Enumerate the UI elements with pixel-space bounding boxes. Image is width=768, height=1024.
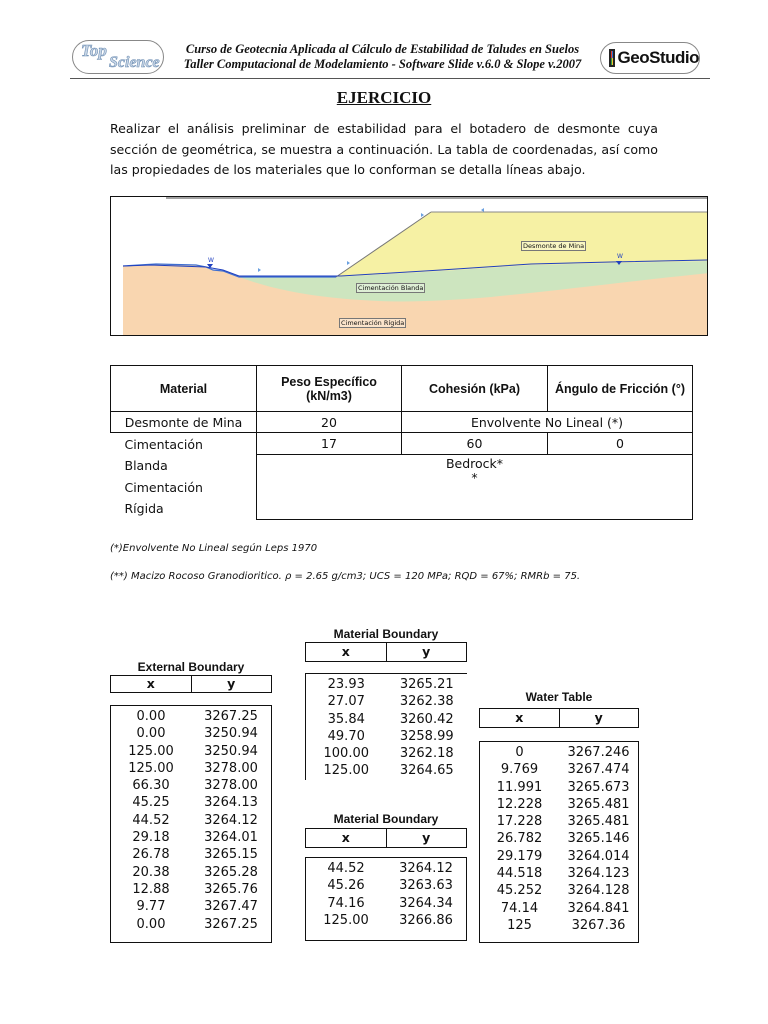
cell-y: 3265.673 bbox=[567, 779, 630, 795]
table-row bbox=[306, 860, 466, 877]
cell-y: 3266.86 bbox=[399, 912, 453, 928]
material-boundary-2-caption: Material Boundary bbox=[333, 812, 439, 826]
table-row bbox=[480, 744, 638, 761]
table-row bbox=[480, 900, 638, 917]
cell-y: 3265.28 bbox=[204, 864, 258, 880]
col-x: x bbox=[515, 710, 524, 725]
cell-x: 44.518 bbox=[496, 866, 543, 882]
table-row bbox=[111, 760, 271, 777]
header-material: Material bbox=[111, 366, 257, 412]
properties-header-row bbox=[111, 366, 693, 412]
cell-y: 3264.014 bbox=[567, 848, 630, 864]
external-boundary-header bbox=[110, 675, 272, 693]
envolvente-value: Envolvente No Lineal (*) bbox=[402, 412, 693, 433]
table-row bbox=[306, 877, 466, 894]
cell-y: 3265.481 bbox=[567, 796, 630, 812]
header-friccion: Ángulo de Fricción (°) bbox=[548, 366, 693, 412]
cell-y: 3267.474 bbox=[567, 762, 630, 778]
cell-x: 66.30 bbox=[132, 778, 170, 794]
geostudio-logo-text: GeoStudio bbox=[617, 48, 699, 67]
col-y: y bbox=[559, 709, 639, 727]
table-row bbox=[111, 743, 271, 760]
cell-y: 3278.00 bbox=[204, 778, 258, 794]
cell-y: 3265.146 bbox=[567, 831, 630, 847]
label-cimentacion-blanda: Cimentación Blanda bbox=[358, 284, 424, 292]
col-x: x bbox=[146, 676, 155, 691]
table-row bbox=[480, 813, 638, 830]
external-boundary-body bbox=[110, 705, 272, 943]
friccion-value: 0 bbox=[548, 433, 693, 455]
table-row bbox=[111, 829, 271, 846]
water-table-body bbox=[479, 741, 639, 943]
cell-y: 3263.63 bbox=[399, 878, 453, 894]
row-desmonte bbox=[111, 412, 693, 433]
note-envolvente: (*)Envolvente No Lineal según Leps 1970 bbox=[110, 543, 318, 554]
cell-x: 44.52 bbox=[132, 812, 170, 828]
material-properties-table bbox=[110, 365, 693, 520]
cell-x: 9.77 bbox=[136, 899, 166, 915]
table-row bbox=[111, 812, 271, 829]
table-row bbox=[306, 912, 466, 929]
cell-x: 12.228 bbox=[496, 796, 543, 812]
table-row bbox=[111, 846, 271, 863]
cell-x: 125.00 bbox=[323, 763, 369, 779]
cell-x: 44.52 bbox=[327, 861, 365, 876]
cell-x: 23.93 bbox=[327, 677, 365, 692]
table-row bbox=[111, 864, 271, 881]
cell-x: 125.00 bbox=[128, 743, 174, 759]
cell-x: 11.991 bbox=[496, 779, 543, 795]
cell-x: 0.00 bbox=[136, 916, 166, 932]
cell-x: 45.252 bbox=[496, 883, 543, 899]
header-divider bbox=[70, 78, 710, 79]
cell-y: 3265.21 bbox=[399, 677, 454, 692]
table-row bbox=[306, 711, 467, 728]
cell-y: 3265.76 bbox=[204, 881, 258, 897]
table-row bbox=[111, 777, 271, 794]
water-marker-right-label: W bbox=[617, 253, 623, 260]
logo-bottom-text: Science bbox=[109, 54, 160, 71]
cell-x: 12.88 bbox=[132, 881, 170, 897]
water-table-header bbox=[479, 708, 639, 728]
material-name: Cimentación Blanda bbox=[124, 437, 203, 474]
header-peso: Peso Específico (kN/m3) bbox=[257, 366, 402, 412]
table-row bbox=[111, 708, 271, 725]
cell-x: 74.16 bbox=[327, 895, 365, 911]
cell-x: 29.179 bbox=[496, 848, 543, 864]
cell-x: 26.782 bbox=[496, 831, 543, 847]
course-title bbox=[170, 42, 595, 72]
slope-section-figure bbox=[110, 196, 708, 336]
external-boundary-caption: External Boundary bbox=[137, 660, 245, 674]
material-name: Cimentación Rígida bbox=[124, 479, 203, 516]
cell-y: 3260.42 bbox=[399, 711, 454, 727]
table-row bbox=[306, 676, 467, 693]
cell-y: 3264.12 bbox=[399, 861, 453, 876]
topscience-logo bbox=[72, 40, 164, 74]
cell-x: 26.78 bbox=[132, 847, 170, 863]
cell-x: 0.00 bbox=[136, 709, 166, 724]
cell-x: 125.00 bbox=[323, 912, 369, 928]
col-y: y bbox=[386, 643, 467, 661]
cell-y: 3265.481 bbox=[567, 814, 630, 830]
cell-x: 74.14 bbox=[500, 900, 539, 916]
cell-y: 3267.25 bbox=[204, 709, 258, 724]
cell-y: 3264.65 bbox=[399, 763, 454, 779]
course-title-line2: Taller Computacional de Modelamiento - Software Slide v.6.0 & Slope v.2007 bbox=[183, 57, 582, 71]
cell-x: 45.25 bbox=[132, 795, 170, 811]
cell-y: 3265.15 bbox=[204, 847, 258, 863]
table-row bbox=[480, 779, 638, 796]
table-row bbox=[480, 761, 638, 778]
cell-y: 3267.36 bbox=[571, 917, 626, 933]
label-cimentacion-rigida: Cimentación Rígida bbox=[341, 319, 405, 327]
cell-x: 17.228 bbox=[496, 814, 543, 830]
cell-x: 49.70 bbox=[327, 728, 365, 744]
geostudio-icon bbox=[609, 49, 615, 67]
page-title: EJERCICIO bbox=[336, 88, 432, 107]
cell-x: 35.84 bbox=[327, 711, 365, 727]
intro-paragraph: Realizar el análisis preliminar de estabilidad para el botadero de desmonte cuya sección de geométrica, se muestra a continuación. La tabla de coordenadas, así como las propiedades de los materiales que lo conforman se detalla líneas abajo. bbox=[110, 121, 658, 177]
cell-x: 45.26 bbox=[327, 878, 365, 894]
bedrock-value: Bedrock* bbox=[445, 455, 504, 471]
course-title-line1: Curso de Geotecnia Aplicada al Cálculo de Estabilidad de Taludes en Suelos bbox=[185, 42, 580, 56]
cell-y: 3262.18 bbox=[399, 746, 454, 762]
table-row bbox=[306, 745, 467, 762]
table-row bbox=[306, 728, 467, 745]
table-row bbox=[480, 865, 638, 882]
header-cohesion: Cohesión (kPa) bbox=[402, 366, 548, 412]
section-svg bbox=[111, 197, 708, 336]
cell-y: 3264.34 bbox=[399, 895, 453, 911]
table-row bbox=[111, 725, 271, 742]
peso-value: 17 bbox=[257, 433, 402, 455]
cell-x: 29.18 bbox=[132, 830, 170, 846]
cell-x: 0 bbox=[515, 745, 524, 760]
table-row bbox=[111, 916, 271, 933]
table-row bbox=[111, 881, 271, 898]
water-marker-left-label: W bbox=[208, 257, 214, 264]
col-x: x bbox=[341, 830, 350, 845]
cell-y: 3258.99 bbox=[399, 728, 454, 744]
water-table-caption: Water Table bbox=[525, 690, 593, 704]
col-x: x bbox=[341, 644, 350, 659]
table-row bbox=[480, 830, 638, 847]
cell-x: 27.07 bbox=[327, 694, 365, 710]
cell-x: 125.00 bbox=[128, 760, 174, 776]
material-boundary-2-header bbox=[305, 828, 467, 848]
table-row bbox=[306, 693, 467, 710]
cell-y: 3250.94 bbox=[204, 726, 258, 742]
cell-y: 3267.246 bbox=[567, 745, 630, 760]
material-boundary-1-caption: Material Boundary bbox=[333, 627, 439, 641]
cell-y: 3264.123 bbox=[567, 866, 630, 882]
cell-y: 3264.12 bbox=[204, 812, 258, 828]
table-row bbox=[306, 895, 466, 912]
table-row bbox=[111, 794, 271, 811]
logo-top-text: Top bbox=[81, 41, 107, 60]
cell-y: 3267.47 bbox=[204, 899, 258, 915]
col-y: y bbox=[191, 676, 272, 692]
note-macizo-rocoso: (**) Macizo Rocoso Granodioritico. ρ = 2.65 g/cm3; UCS = 120 MPa; RQD = 67%; RMRb = 75. bbox=[110, 571, 581, 582]
cell-y: 3267.25 bbox=[204, 916, 258, 932]
material-boundary-1-body bbox=[305, 673, 467, 780]
table-row bbox=[111, 898, 271, 915]
table-row bbox=[480, 917, 638, 934]
bedrock-asterisk: * bbox=[471, 469, 478, 485]
cell-y: 3262.38 bbox=[399, 694, 454, 710]
row-blanda bbox=[111, 433, 693, 455]
material-boundary-2-body bbox=[305, 857, 467, 941]
col-y: y bbox=[386, 829, 467, 847]
cell-x: 0.00 bbox=[136, 726, 166, 742]
cell-y: 3264.13 bbox=[204, 795, 258, 811]
cohesion-value: 60 bbox=[402, 433, 548, 455]
material-boundary-1-header bbox=[305, 642, 467, 662]
cell-x: 9.769 bbox=[500, 762, 539, 778]
cell-y: 3264.01 bbox=[204, 830, 258, 846]
table-row bbox=[480, 848, 638, 865]
label-desmonte-mina: Desmonte de Mina bbox=[523, 242, 585, 250]
cell-x: 20.38 bbox=[132, 864, 170, 880]
cell-x: 100.00 bbox=[323, 746, 369, 762]
geostudio-logo bbox=[600, 42, 700, 74]
cell-y: 3250.94 bbox=[204, 743, 258, 759]
material-name: Desmonte de Mina bbox=[111, 412, 257, 433]
peso-value: 20 bbox=[257, 412, 402, 433]
table-row bbox=[480, 882, 638, 899]
cell-y: 3278.00 bbox=[204, 760, 258, 776]
table-row bbox=[306, 762, 467, 779]
table-row bbox=[480, 796, 638, 813]
cell-y: 3264.128 bbox=[567, 883, 630, 899]
cell-x: 125 bbox=[507, 917, 532, 933]
cell-y: 3264.841 bbox=[567, 900, 630, 916]
